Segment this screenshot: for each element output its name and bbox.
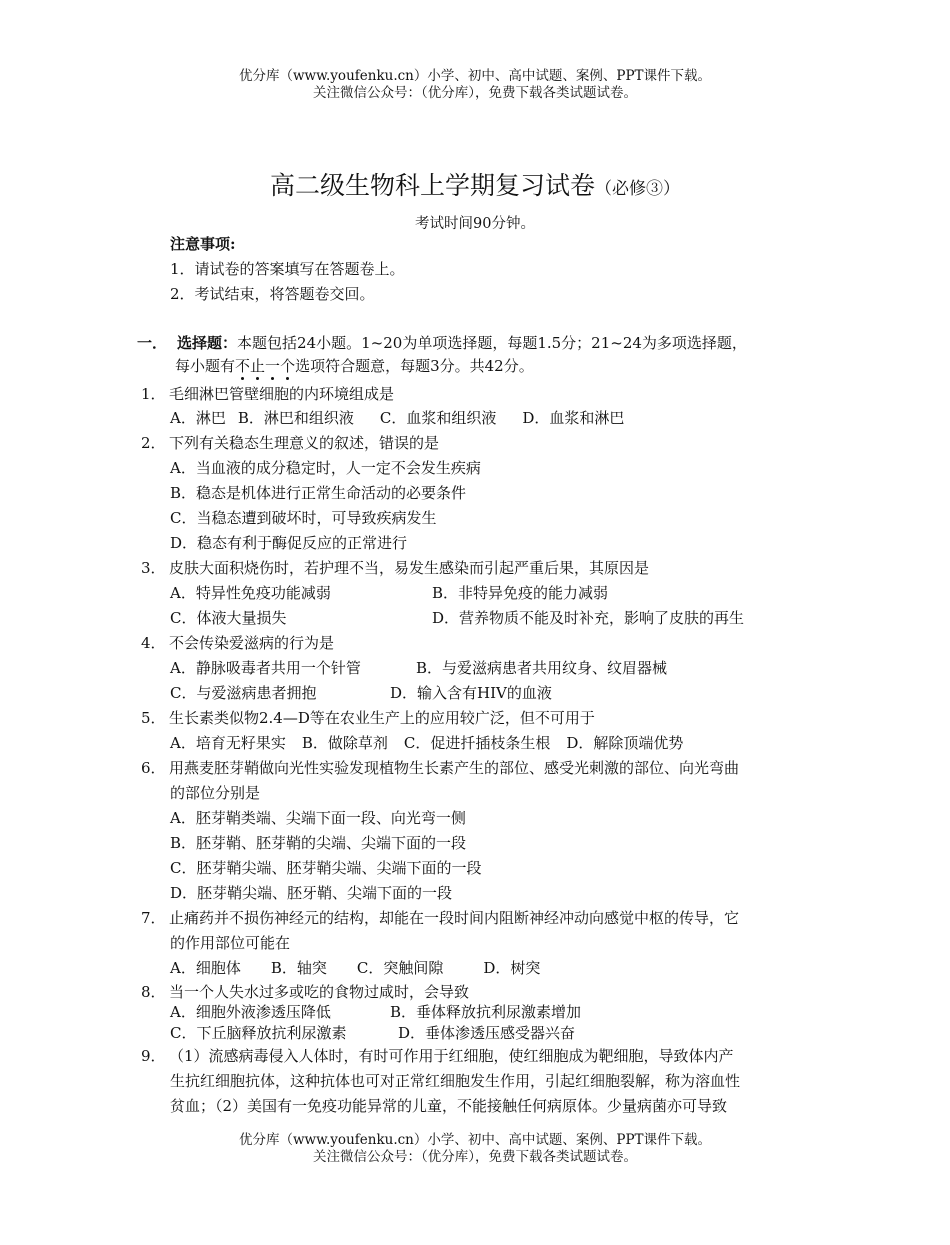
question-text: 当一个人失水过多或吃的食物过咸时，会导致 [169,983,470,1001]
question-number: 9． [141,1047,166,1065]
section-number: 一． [137,334,168,352]
question-7 [141,908,739,928]
option-b: B．轴突 [270,959,327,977]
question-2-option-d: D．稳态有利于酶促反应的正常进行 [170,534,408,552]
option-c: C．血浆和组织液 [379,409,497,427]
exam-time: 考试时间90分钟。 [415,216,535,232]
question-2-option-b: B．稳态是机体进行正常生命活动的必要条件 [170,484,467,502]
title-sub: （必修③） [595,179,680,199]
title-main: 高二级生物科上学期复习试卷 [269,171,595,200]
question-text: （1）流感病毒侵入人体时，有时可作用于红细胞，使红细胞成为靶细胞，导致体内产 [169,1047,734,1065]
question-8-option-d: D．垂体渗透压感受器兴奋 [398,1024,576,1042]
question-2-option-a: A．当血液的成分稳定时，人一定不会发生疾病 [170,459,481,477]
header-line-2: 关注微信公众号：（优分库），免费下载各类试题试卷。 [313,85,637,101]
question-2-option-c: C．当稳态遭到破坏时，可导致疾病发生 [170,509,437,527]
question-6-option-d: D．胚芽鞘尖端、胚牙鞘、尖端下面的一段 [170,884,453,902]
question-5 [141,708,595,728]
question-9 [141,1046,734,1066]
question-text: 止痛药并不损伤神经元的结构，却能在一段时间内阻断神经冲动向感觉中枢的传导，它 [169,909,740,927]
option-b: B．做除草剂 [301,734,388,752]
question-8-option-b: B．垂体释放抗利尿激素增加 [390,1003,582,1021]
section-desc-1: 本题包括24小题。1~20为单项选择题，每题1.5分；21~24为多项选择题， [237,334,747,352]
question-number: 3． [141,559,166,577]
section-1-desc-line-2 [175,356,534,376]
emphasis-char: 个 [280,357,296,375]
question-text: 毛细淋巴管壁细胞的内环境组成是 [169,385,395,403]
option-c: C．促进扦插枝条生根 [403,734,551,752]
option-a: A．细胞体 [170,959,241,977]
footer-line-2: 关注微信公众号：（优分库），免费下载各类试题试卷。 [313,1149,637,1165]
question-8 [141,982,469,1002]
page-header [0,68,950,102]
question-number: 2． [141,434,166,452]
question-1 [141,384,394,404]
page-title [0,166,950,202]
question-6 [141,758,739,778]
question-7-text-cont: 的作用部位可能在 [170,934,291,952]
emphasis-char: 一 [265,357,281,375]
question-number: 6． [141,759,166,777]
section-1-heading [137,333,747,353]
question-9-text-cont-1: 生抗红细胞抗体，这种抗体也可对正常红细胞发生作用，引起红细胞裂解，称为溶血性 [170,1072,741,1090]
question-6-option-a: A．胚芽鞘类端、尖端下面一段、向光弯一侧 [170,809,466,827]
question-8-option-c: C．下丘脑释放抗利尿激素 [170,1024,347,1042]
question-2 [141,433,439,453]
question-7-options [170,958,540,978]
option-d: D．树突 [483,959,541,977]
question-3-option-a: A．特异性免疫功能减弱 [170,584,331,602]
question-3-option-c: C．体液大量损失 [170,609,287,627]
question-5-options [170,733,683,753]
section-desc-2a: 每小题有 [175,357,236,375]
question-4 [141,633,334,653]
option-b: B．淋巴和组织液 [237,409,354,427]
option-d: D．血浆和淋巴 [522,409,625,427]
question-6-option-c: C．胚芽鞘尖端、胚芽鞘尖端、尖端下面的一段 [170,859,482,877]
option-a: A．淋巴 [170,409,226,427]
question-text: 下列有关稳态生理意义的叙述，错误的是 [169,434,440,452]
question-text: 用燕麦胚芽鞘做向光性实验发现植物生长素产生的部位、感受光刺激的部位、向光弯曲 [169,759,740,777]
question-4-option-c: C．与爱滋病患者拥抱 [170,684,317,702]
question-number: 8． [141,983,166,1001]
question-6-text-cont: 的部位分别是 [170,784,261,802]
question-number: 4． [141,634,166,652]
question-1-options [170,408,624,428]
emphasis-char: 不 [235,357,251,375]
question-number: 1． [141,385,166,403]
question-text: 生长素类似物2.4—D等在农业生产上的应用较广泛，但不可用于 [169,709,595,727]
question-3-option-d: D．营养物质不能及时补充，影响了皮肤的再生 [432,609,745,627]
question-number: 7． [141,909,166,927]
option-a: A．培育无籽果实 [170,734,286,752]
section-label: 选择题： [177,334,238,352]
question-text: 不会传染爱滋病的行为是 [169,634,335,652]
emphasis-char: 止 [250,357,266,375]
note-item-2: 2．考试结束，将答题卷交回。 [170,285,375,303]
note-item-1: 1．请试卷的答案填写在答题卷上。 [170,260,405,278]
section-desc-2b: 选项符合题意，每题3分。共42分。 [295,357,534,375]
header-line-1: 优分库（www.youfenku.cn）小学、初中、高中试题、案例、PPT课件下载。 [238,68,712,84]
question-4-option-b: B．与爱滋病患者共用纹身、纹眉器械 [416,659,668,677]
question-4-option-a: A．静脉吸毒者共用一个针管 [170,659,361,677]
notes-heading: 注意事项: [170,235,236,253]
question-4-option-d: D．输入含有HIV的血液 [390,684,552,702]
question-9-text-cont-2: 贫血；（2）美国有一免疫功能异常的儿童，不能接触任何病原体。少量病菌亦可导致 [170,1097,728,1115]
footer-line-1: 优分库（www.youfenku.cn）小学、初中、高中试题、案例、PPT课件下载。 [238,1132,712,1148]
question-number: 5． [141,709,166,727]
option-c: C．突触间隙 [356,959,444,977]
question-6-option-b: B．胚芽鞘、胚芽鞘的尖端、尖端下面的一段 [170,834,467,852]
question-text: 皮肤大面积烧伤时，若护理不当，易发生感染而引起严重后果，其原因是 [169,559,650,577]
question-3-option-b: B．非特异免疫的能力减弱 [432,584,609,602]
question-3 [141,558,649,578]
question-8-option-a: A．细胞外液渗透压降低 [170,1003,331,1021]
option-d: D．解除顶端优势 [566,734,684,752]
page-footer [0,1132,950,1166]
